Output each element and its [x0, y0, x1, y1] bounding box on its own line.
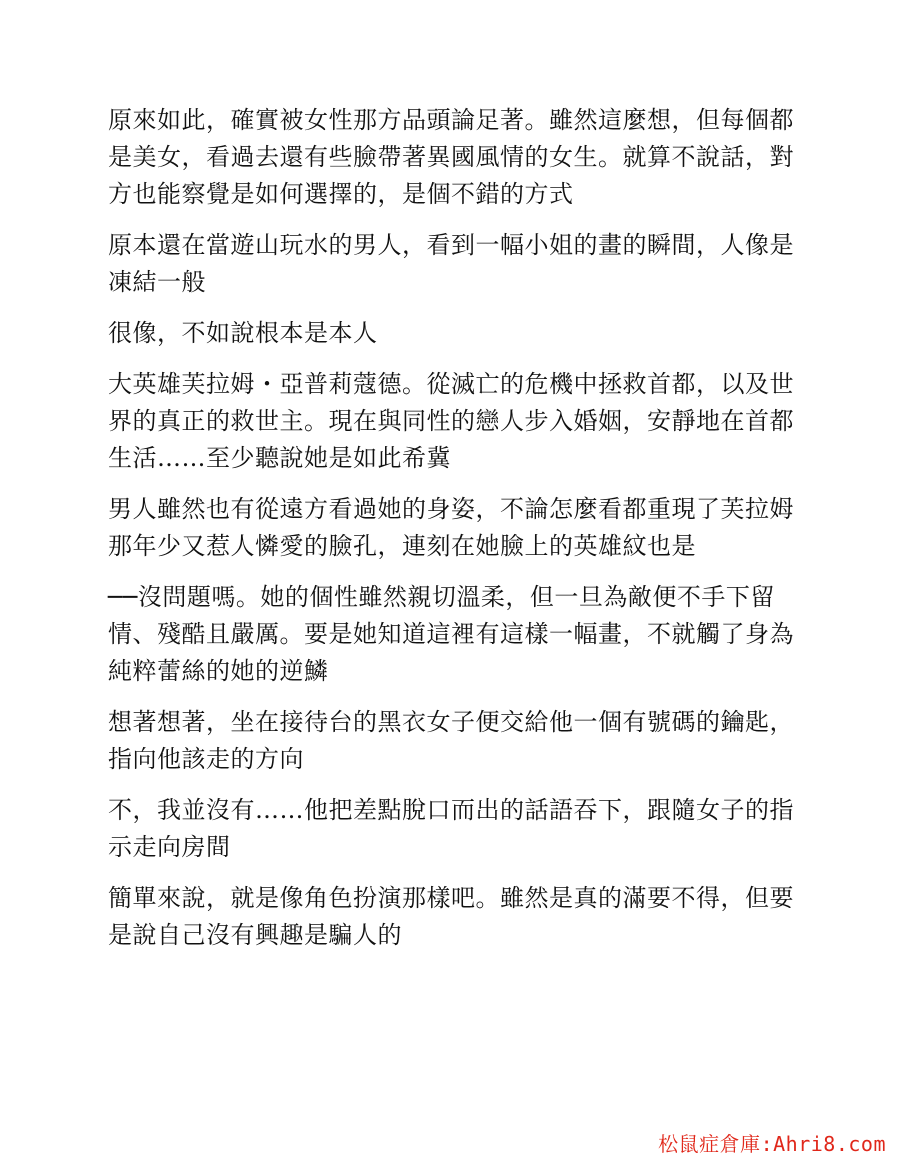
- paragraph-7: 想著想著，坐在接待台的黑衣女子便交給他一個有號碼的鑰匙，指向他該走的方向: [108, 708, 794, 773]
- paragraph-2: 原本還在當遊山玩水的男人，看到一幅小姐的畫的瞬間，人像是凍結一般: [108, 231, 794, 296]
- document-body: [108, 102, 800, 968]
- paragraph-1: 原來如此，確實被女性那方品頭論足著。雖然這麼想，但每個都是美女，看過去還有些臉帶著異國風情的女生。就算不說話，對方也能察覺是如何選擇的，是個不錯的方式: [108, 106, 794, 208]
- paragraph-5: 男人雖然也有從遠方看過她的身姿，不論怎麼看都重現了芙拉姆那年少又惹人憐愛的臉孔，連刻在她臉上的英雄紋也是: [108, 495, 794, 560]
- paragraph-4: 大英雄芙拉姆・亞普莉蔻德。從滅亡的危機中拯救首都，以及世界的真正的救世主。現在與同性的戀人步入婚姻，安靜地在首都生活……至少聽說她是如此希冀: [108, 370, 794, 472]
- watermark-text: 松鼠症倉庫:Ahri8.com: [658, 1132, 886, 1156]
- paragraph-9: 簡單來說，就是像角色扮演那樣吧。雖然是真的滿要不得，但要是說自己沒有興趣是騙人的: [108, 884, 794, 949]
- paragraph-3: 很像，不如說根本是本人: [108, 319, 378, 347]
- paragraph-6: ──沒問題嗎。她的個性雖然親切溫柔，但一旦為敵便不手下留情、殘酷且嚴厲。要是她知道這裡有這樣一幅畫，不就觸了身為純粹蕾絲的她的逆鱗: [108, 583, 794, 685]
- paragraph-8: 不，我並沒有……他把差點脫口而出的話語吞下，跟隨女子的指示走向房間: [108, 796, 794, 861]
